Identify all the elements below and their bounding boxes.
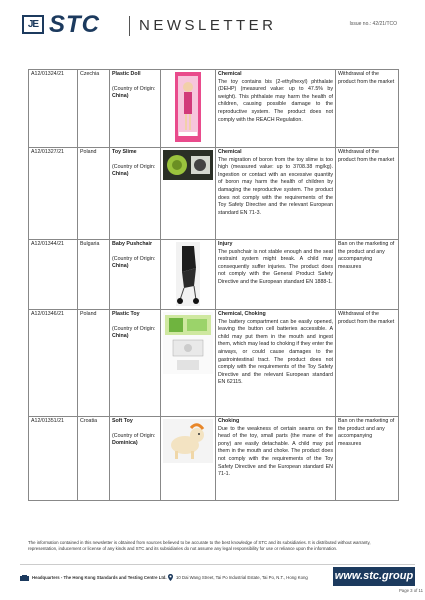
address: 10 Dai Wang Street, Tai Po Industrial Estate, Tai Po, N.T., Hong Kong	[176, 575, 308, 580]
product-name: Plastic Toy	[112, 311, 140, 317]
building-icon	[20, 575, 29, 581]
ref-number: A12/01327/21	[29, 148, 78, 240]
headquarters: Headquarters - The Hong Kong Standards and Testing Centre Ltd.	[32, 575, 167, 580]
ref-number: A12/01346/21	[29, 310, 78, 417]
risk-cell	[216, 148, 336, 240]
product-name: Baby Pushchair	[112, 241, 153, 247]
ref-number: A12/01351/21	[29, 417, 78, 501]
country-of-origin: (Country of Origin: China)	[112, 163, 156, 178]
product-image-cell	[161, 148, 216, 240]
product-cell	[110, 310, 161, 417]
country-of-origin: (Country of Origin: China)	[112, 255, 156, 270]
product-image-cell	[161, 240, 216, 310]
stc-logo-text: STC	[49, 11, 100, 38]
risk-description: The migration of boron from the toy slime is too high (measured value: up to 3708.38 mg/kg). Ingestion or contact with an excessive quantity of boron may harm the health of children by damaging the reproductive system. The product does not comply with the requirements of the Toy Safety Directive and the relevant European standard EN 71-3.	[218, 156, 333, 216]
product-cell	[110, 70, 161, 148]
website-link[interactable]: www.stc.group	[333, 567, 415, 586]
plastic-toy-image	[163, 312, 213, 374]
disclaimer: The information contained in this newsletter is obtained from sources believed to be accurate to the best knowledge of STC and its subsidiaries. It is distributed without warranty, representation, inducement or license of any kinds and STC and its subsidiaries do not assume any legal responsibility for use or reliance upon the information.	[28, 540, 371, 552]
measures: Withdrawal of the product from the market	[336, 148, 399, 240]
product-cell	[110, 417, 161, 501]
measures: Ban on the marketing of the product and any accompanying measures	[336, 240, 399, 310]
plastic-doll-image	[175, 72, 201, 142]
location-pin-icon	[168, 574, 173, 581]
country-of-origin: (Country of Origin: China)	[112, 325, 156, 340]
country-of-origin: (Country of Origin: China)	[112, 85, 156, 100]
product-image-cell	[161, 310, 216, 417]
country: Czechia	[78, 70, 110, 148]
table-row	[29, 70, 399, 148]
risk-type: Choking	[218, 418, 240, 424]
risk-cell	[216, 417, 336, 501]
soft-toy-image	[163, 419, 213, 463]
risk-description: The battery compartment can be easily opened, leaving the button cell batteries accessible. A child may put them in the mouth and ingest them, which may lead to choking if they enter the airways, or could cause damages to the gastrointestinal tract. The product does not comply with the requirements of the Toy Safety Directive and the relevant European standard EN 62115.	[218, 318, 333, 386]
risk-type: Chemical	[218, 149, 242, 155]
baby-pushchair-image	[176, 242, 200, 306]
country: Croatia	[78, 417, 110, 501]
product-name: Soft Toy	[112, 418, 133, 424]
page-header	[0, 0, 425, 48]
risk-description: The toy contains bis (2-ethylhexyl) phthalate (DEHP) (measured value: up to 47.5% by weight). This phthalate may harm the health of children, causing possible damage to the reproductive system. The product does not comply with the REACH Regulation.	[218, 78, 333, 123]
footer	[20, 567, 415, 590]
table-row	[29, 310, 399, 417]
risk-description: The pushchair is not stable enough and the seat restraint system might break. A child may consequently suffer injuries. The product does not comply with the General Product Safety Directive and the European standard EN 1888-1.	[218, 248, 333, 285]
product-cell	[110, 148, 161, 240]
risk-cell	[216, 70, 336, 148]
measures: Withdrawal of the product from the market	[336, 310, 399, 417]
toy-slime-image	[163, 150, 213, 180]
page-number: Page 3 of 11	[398, 588, 423, 593]
newsletter-title: NEWSLETTER	[139, 17, 277, 34]
table-row	[29, 148, 399, 240]
recall-table	[28, 69, 399, 501]
risk-type: Injury	[218, 241, 233, 247]
risk-cell	[216, 240, 336, 310]
product-cell	[110, 240, 161, 310]
measures: Ban on the marketing of the product and any accompanying measures	[336, 417, 399, 501]
product-image-cell	[161, 70, 216, 148]
product-name: Toy Slime	[112, 149, 137, 155]
risk-description: Due to the weakness of certain seams on the head of the toy, small parts (the mane of the pony) are easily detachable. A child may put them in the mouth and choke. The product does not comply with the requirements of the Toy Safety Directive and the European standard EN 71-1.	[218, 425, 333, 478]
product-image-cell	[161, 417, 216, 501]
risk-type: Chemical	[218, 71, 242, 77]
product-name: Plastic Doll	[112, 71, 141, 77]
risk-cell	[216, 310, 336, 417]
country: Poland	[78, 310, 110, 417]
risk-type: Chemical, Choking	[218, 311, 266, 317]
header-divider	[129, 16, 130, 36]
stc-logo-mark: JE	[22, 15, 44, 34]
country: Bulgaria	[78, 240, 110, 310]
issue-number: Issue no.: 42/21/TCO	[349, 21, 397, 27]
table-row	[29, 240, 399, 310]
footer-divider	[20, 564, 415, 565]
ref-number: A12/01344/21	[29, 240, 78, 310]
country: Poland	[78, 148, 110, 240]
ref-number: A12/01324/21	[29, 70, 78, 148]
measures: Withdrawal of the product from the market	[336, 70, 399, 148]
table-row	[29, 417, 399, 501]
country-of-origin: (Country of Origin: Dominica)	[112, 432, 156, 447]
